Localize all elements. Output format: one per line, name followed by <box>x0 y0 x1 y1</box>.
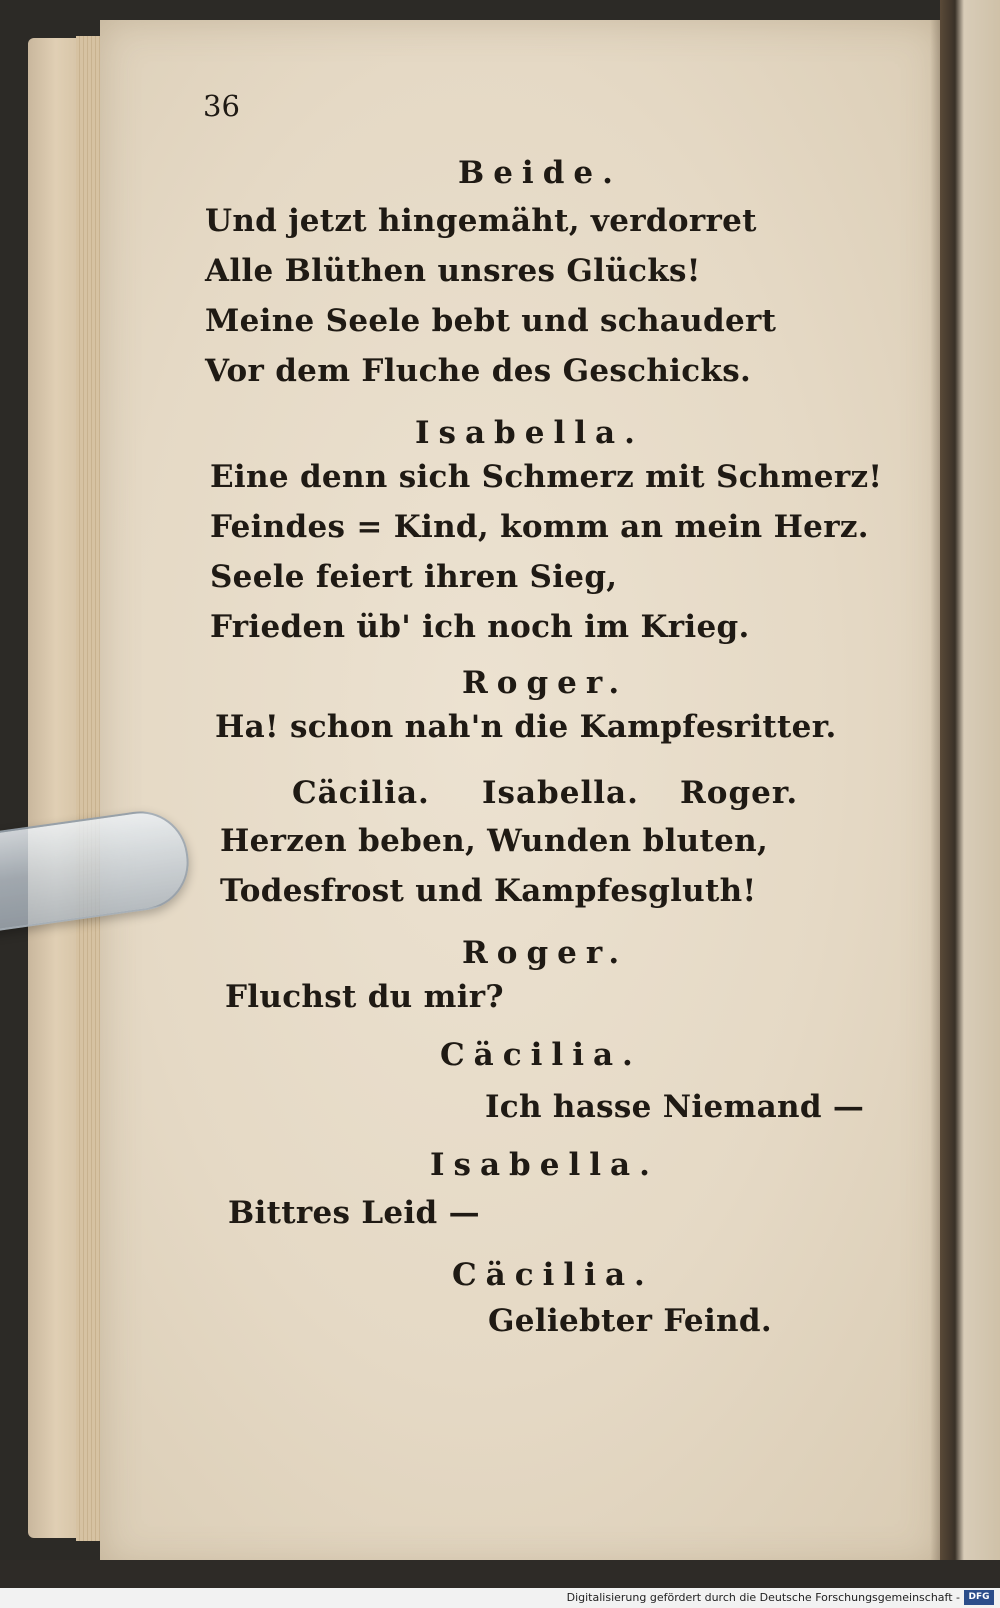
verse-line: Herzen beben, Wunden bluten, <box>220 823 769 859</box>
verse-line: Vor dem Fluche des Geschicks. <box>205 353 752 389</box>
verse-line: Und jetzt hingemäht, verdorret <box>205 203 757 239</box>
speaker-heading-roger: Roger. <box>462 935 629 971</box>
speaker-heading-caecilia: Cäcilia. <box>292 775 430 811</box>
verse-line: Ich hasse Niemand — <box>485 1089 865 1125</box>
speaker-heading-caecilia: Cäcilia. <box>440 1037 642 1073</box>
speaker-heading-roger: Roger. <box>462 665 629 701</box>
page-number: 36 <box>203 89 240 123</box>
verse-line: Meine Seele bebt und schaudert <box>205 303 777 339</box>
verse-line: Todesfrost und Kampfesgluth! <box>220 873 757 909</box>
verse-line: Geliebter Feind. <box>488 1303 772 1339</box>
speaker-heading-caecilia: Cäcilia. <box>452 1257 654 1293</box>
dfg-logo: DFG <box>964 1590 994 1605</box>
speaker-heading-roger: Roger. <box>680 775 799 811</box>
verse-line: Ha! schon nah'n die Kampfesritter. <box>215 709 837 745</box>
verse-line: Feindes = Kind, komm an mein Herz. <box>210 509 869 545</box>
speaker-heading-isabella: Isabella. <box>430 1147 659 1183</box>
verse-line: Fluchst du mir? <box>225 979 504 1015</box>
speaker-heading-beide: Beide. <box>458 155 622 191</box>
verse-line: Alle Blüthen unsres Glücks! <box>205 253 701 289</box>
book-gutter <box>940 0 1000 1608</box>
verse-line: Seele feiert ihren Sieg, <box>210 559 618 595</box>
digitization-credit: Digitalisierung gefördert durch die Deutsche Forschungsgemeinschaft - <box>566 1591 960 1604</box>
speaker-heading-isabella: Isabella. <box>415 415 644 451</box>
speaker-heading-isabella: Isabella. <box>482 775 639 811</box>
verse-line: Frieden üb' ich noch im Krieg. <box>210 609 750 645</box>
verse-line: Bittres Leid — <box>228 1195 480 1231</box>
verse-line: Eine denn sich Schmerz mit Schmerz! <box>210 459 883 495</box>
